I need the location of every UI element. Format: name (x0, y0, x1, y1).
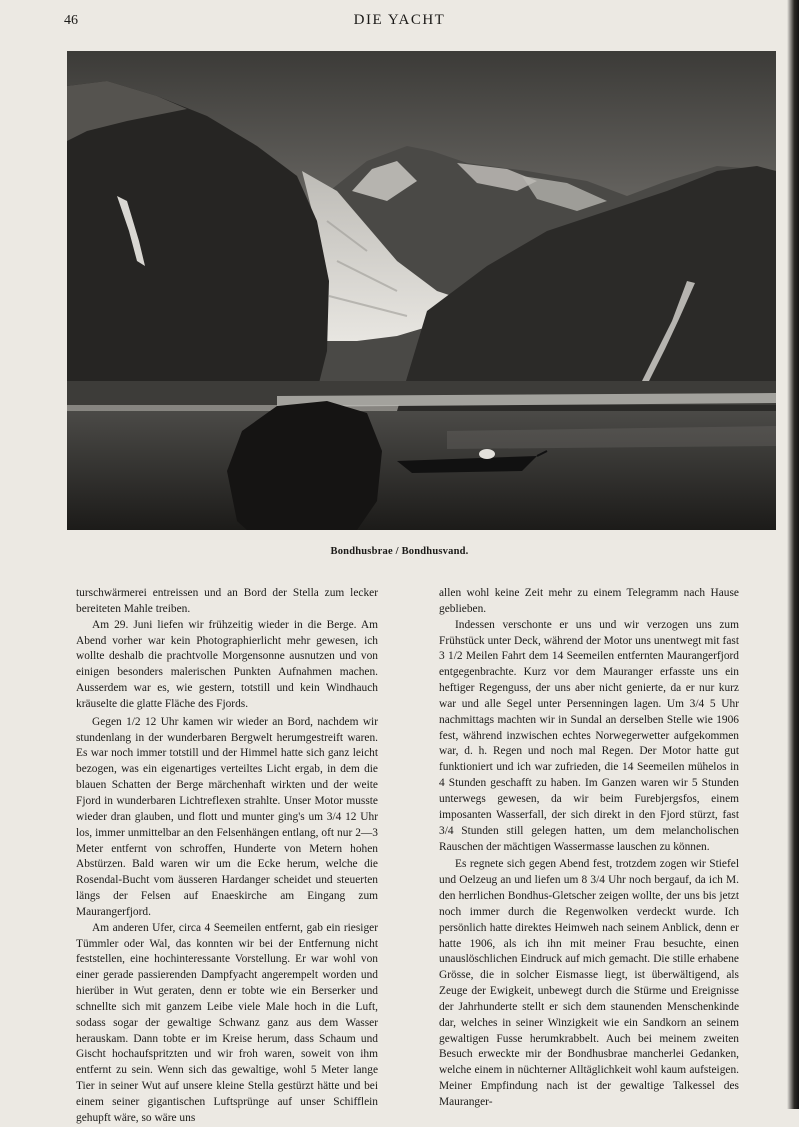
figure-caption: Bondhusbrae / Bondhusvand. (330, 546, 469, 557)
page-number: 46 (64, 13, 78, 28)
right-text-column (439, 586, 739, 1111)
paragraph: Es regnete sich gegen Abend fest, trotzdem zogen wir Stiefel und Oelzeug an und liefen um 8 3/4 Uhr noch bergauf, da ich M. den herrlichen Bondhus-Gletscher zeigen wollte, der uns bis jetzt noch immer durch die Regenwolken verdeckt wurde. Ich persönlich hatte direktes Heimweh nach seinem Anblick, denn er hatte 1906, als ich ihn mit meiner Frau besuchte, einen unauslöschlichen Eindruck auf mich gemacht. Die stille erhabene Grösse, die in solcher Eismasse liegt, ist überwältigend, als Zeuge der Ewigkeit, unbewegt durch die Stürme und Ereignisse der Jahrhunderte stellt er sich dem staunenden Menschenkinde dar, welches in seiner Winzigkeit wie ein Sandkorn an seinem gewaltigen Fusse herumkrabbelt. Auch bei meinem zweiten Besuch erweckte mir der Bondhusbrae mancherlei Gedanken, welche einem in nüchterner Alltäglichkeit wohl kaum aufsteigen. Meiner Empfindung nach ist der gewaltige Talkessel des Mauranger- (439, 858, 739, 1108)
paragraph: Am anderen Ufer, circa 4 Seemeilen entfernt, gab ein riesiger Tümmler oder Wal, das konnten wir bei der Entfernung nicht feststellen, eine hochinteressante Vorstellung. Er war wohl von einer gerade passierenden Dampfyacht angerempelt worden und hierüber in Wut geraten, denn er tobte wie ein Berserker und schnellte sich mit ganzem Leibe viele Male hoch in die Luft, sodass sogar der gewaltige Schwanz ganz aus dem Wasser herauskam. Dann tobte er im Kreise herum, dass Schaum und Gischt hochaufspritzten und wir froh waren, soweit von ihm entfernt zu sein. Wenn sich das gewaltige, wohl 5 Meter lange Tier in seiner Wut auf unsere kleine Stella gestürzt hätte und bei einem seiner gigantischen Luftsprünge auf unser Schifflein gehupft wäre, so wäre uns (76, 921, 378, 1124)
paragraph: allen wohl keine Zeit mehr zu einem Telegramm nach Hause geblieben. (439, 587, 739, 615)
paragraph: turschwärmerei entreissen und an Bord der Stella zum lecker bereiteten Mahle treiben. (76, 587, 378, 615)
left-text-column (76, 586, 378, 1127)
paragraph: Am 29. Juni liefen wir frühzeitig wieder in die Berge. Am Abend vorher war kein Photographierlicht mehr gewesen, ich wollte deshalb die prachtvolle Morgensonne ausnutzen und von einigen besonders malerischen Punkten Aufnahmen machen. Ausserdem war es, wie gestern, totstill und kein Windhauch kräuselte die glatte Fläche des Fjords. (76, 618, 378, 710)
paragraph: Gegen 1/2 12 Uhr kamen wir wieder an Bord, nachdem wir stundenlang in der wunderbaren Bergwelt herumgestreift waren. Es war noch immer totstill und der Himmel hatte sich ganz leicht bezogen, was ein eigenartiges verteiltes Licht ergab, in dem die blauen Schatten der Berge märchenhaft wirkten und der weite Fjord in wunderbaren Lichtreflexen strahlte. Unser Motor musste wieder dran glauben, und flott und munter ging's um 3/4 12 Uhr los, immer unmittelbar an den Felsenhängen entlang, oft nur 2—3 Meter entfernt von schroffen, Hunderte von Metern hohen Abstürzen. Bald waren wir um die Ecke herum, welche die Rosendal-Bucht vom äusseren Hardanger scheidet und steuerten längs der Felsen auf Enaeskirche am Eingang zum Maurangerfjord. (76, 715, 378, 918)
paragraph: Indessen verschonte er uns und wir verzogen uns zum Frühstück unter Deck, während der Motor uns unentwegt mit fast 3 1/2 Meilen Fahrt dem 14 Seemeilen entfernten Maurangerfjord entgegenbrachte. Kurz vor dem Mauranger erfasste uns ein heftiger Regenguss, der uns aber nicht genierte, da er nur kurz war und alle Segel unter Persenningen lagen. Um 3/4 5 Uhr nachmittags machten wir in Sundal an derselben Stelle wie 1906 fest, während inzwischen echtes Norwegerwetter aufgekommen war, d. h. Regen und noch mal Regen. Der Motor hatte gut funktioniert und ich war zufrieden, die 14 Seemeilen mühelos in 4 Stunden geschafft zu haben. Im Ganzen waren wir 5 Stunden unterwegs gewesen, da wir beim Furebjergsfos, einem imposanten Wasserfall, der sich direkt in den Fjord stürzt, fast 3/4 Stunden still gelegen hatten, um dem melancholischen Rauschen der mächtigen Wassermasse lauschen zu können. (439, 618, 739, 853)
running-title: DIE YACHT (353, 12, 446, 28)
fjord-photograph (67, 51, 776, 530)
